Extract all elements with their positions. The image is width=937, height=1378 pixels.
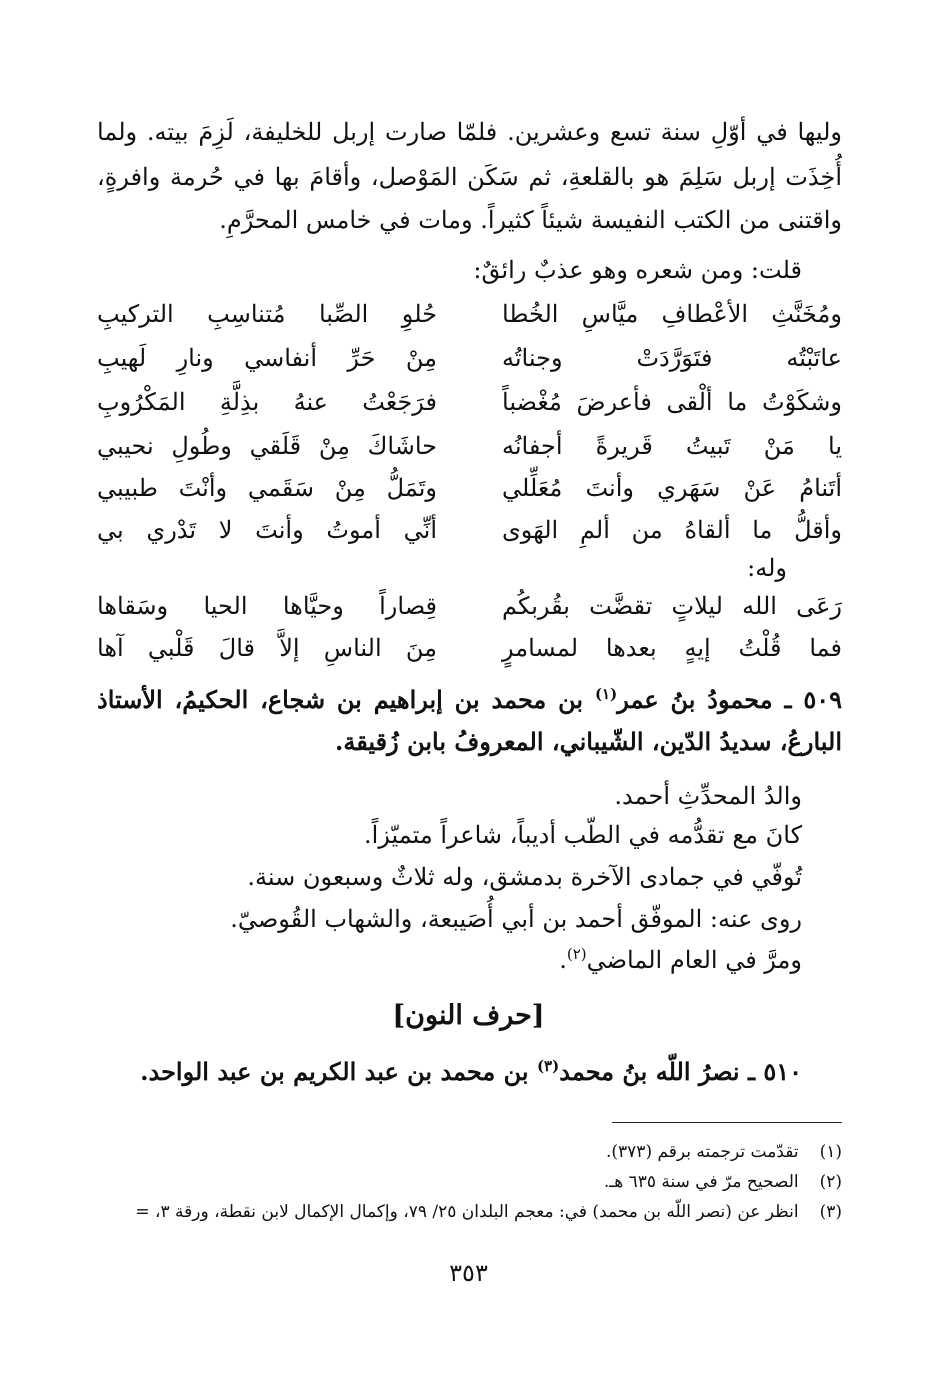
verse-first-hemistich: وأقلُّ ما ألقاهُ من ألمِ الهَوى bbox=[502, 516, 842, 544]
entry-509-text: روى عنه: الموفّق أحمد بن أبي أُصَيبعة، والشهاب القُوصيّ. bbox=[230, 905, 802, 933]
verse-row bbox=[97, 380, 842, 424]
footnote bbox=[82, 1138, 842, 1166]
verse-second-hemistich: حاشَاكَ مِنْ قَلَقي وطُولِ نحيبي bbox=[97, 432, 437, 460]
verse-second-hemistich: حُلوِ الصِّبا مُتناسِبِ التركيبِ bbox=[97, 300, 437, 328]
verse-row bbox=[97, 508, 842, 552]
footnote-ref-3[interactable]: (٣) bbox=[536, 1057, 560, 1075]
verse-row bbox=[97, 466, 842, 510]
footnote-number: (٣) bbox=[819, 1202, 842, 1222]
footnote-divider bbox=[612, 1122, 842, 1123]
verse-second-hemistich: مِنَ الناسِ إلاَّ قالَ قَلْبي آها bbox=[97, 634, 437, 662]
verse-row bbox=[97, 626, 842, 670]
entry-509-heading bbox=[97, 680, 842, 720]
entry-510-lineage: بن محمد بن عبد الكريم بن عبد الواحد. bbox=[140, 1057, 537, 1086]
footnote-number: (١) bbox=[819, 1142, 842, 1162]
entry-509-text: ومرَّ في العام الماضي$^{(٢)}$. bbox=[559, 945, 802, 974]
verse-row bbox=[97, 292, 842, 336]
verse-second-hemistich: قِصاراً وحيَّاها الحيا وسَقاها bbox=[97, 592, 437, 620]
entry-510-name: ٥١٠ ـ نصرُ اللّه بنُ محمد bbox=[559, 1057, 802, 1086]
verse-second-hemistich: مِنْ حَرِّ أنفاسي ونارِ لَهيبِ bbox=[97, 344, 437, 372]
footnote bbox=[82, 1168, 842, 1196]
paragraph-line: أُخِذَت إربل سَلِمَ هو بالقلعةِ، ثم سَكَن المَوْصل، وأقامَ بها في حُرمة وافرةٍ، bbox=[97, 163, 842, 191]
footnote-text: الصحيح مرّ في سنة ٦٣٥ هـ. bbox=[603, 1172, 799, 1192]
poem-intro: قلت: ومن شعره وهو عذبٌ رائقٌ: bbox=[473, 256, 802, 284]
verse-row bbox=[97, 336, 842, 380]
entry-510-heading bbox=[97, 1052, 802, 1092]
entry-509-heading-cont: البارعُ، سديدُ الدّين، الشّيباني، المعروفُ بابن زُقيقة. bbox=[335, 727, 842, 756]
footnote-text: انظر عن (نصر اللّه بن محمد) في: معجم البلدان ٢٥/ ٧٩، وإكمال الإكمال لابن نقطة، ورقة ٣، = bbox=[135, 1202, 799, 1222]
poem2-intro: وله: bbox=[747, 554, 787, 582]
entry-509-text: تُوفّي في جمادى الآخرة بدمشق، وله ثلاثٌ وسبعون سنة. bbox=[247, 863, 802, 891]
paragraph-line: واقتنى من الكتب النفيسة شيئاً كثيراً. ومات في خامس المحرَّمِ. bbox=[219, 206, 842, 234]
verse-first-hemistich: أتَنامُ عَنْ سَهَري وأنتَ مُعَلِّلي bbox=[502, 474, 842, 502]
paragraph-line: وليها في أوّلِ سنة تسع وعشرين. فلمّا صارت إربل للخليفة، لَزِمَ بيته. ولما bbox=[97, 118, 842, 146]
verse-first-hemistich: ومُخَنَّثِ الأعْطافِ ميَّاسِ الخُطا bbox=[502, 300, 842, 328]
verse-first-hemistich: عاتَبْتُه فتَوَرَّدَتْ وجناتُه bbox=[502, 344, 842, 372]
footnote-ref-2[interactable]: (٢) bbox=[566, 945, 587, 963]
footnote bbox=[82, 1198, 842, 1226]
chapter-heading: [حرف النون] bbox=[392, 1000, 545, 1031]
verse-first-hemistich: يا مَنْ تَبيتُ قَريرةً أجفانُه bbox=[502, 432, 842, 460]
verse-second-hemistich: فرَجَعْتُ عنهُ بذِلَّةِ المَكْرُوبِ bbox=[97, 388, 437, 416]
verse-second-hemistich: أنِّي أموتُ وأنتَ لا تَدْري بي bbox=[97, 516, 437, 544]
entry-509-name: ٥٠٩ ـ محمودُ بنُ عمر bbox=[617, 685, 842, 714]
page-number: ٣٥٣ bbox=[449, 1259, 488, 1287]
verse-first-hemistich: فما قُلْتُ إيهٍ بعدها لمسامرٍ bbox=[502, 634, 842, 662]
entry-509-lineage: بن محمد بن إبراهيم بن شجاع، الحكيمُ، الأستاذ bbox=[97, 685, 595, 714]
verse-row bbox=[97, 424, 842, 468]
footnote-number: (٢) bbox=[819, 1172, 842, 1192]
verse-row bbox=[97, 584, 842, 628]
verse-second-hemistich: وتَمَلُّ مِنْ سَقَمي وأنْتَ طبيبي bbox=[97, 474, 437, 502]
footnote-ref-1[interactable]: (١) bbox=[594, 685, 618, 703]
verse-first-hemistich: وشكَوْتُ ما ألْقى فأعرضَ مُغْضباً bbox=[502, 388, 842, 416]
entry-509-text: والدُ المحدِّثِ أحمد. bbox=[614, 782, 802, 810]
verse-first-hemistich: رَعَى الله ليلاتٍ تقضَّت بقُربكُم bbox=[502, 592, 842, 620]
entry-509-text: كانَ مع تقدُّمه في الطّب أديباً، شاعراً متميّزاً. bbox=[364, 821, 802, 849]
footnote-text: تقدّمت ترجمته برقم (٣٧٣). bbox=[605, 1142, 799, 1162]
